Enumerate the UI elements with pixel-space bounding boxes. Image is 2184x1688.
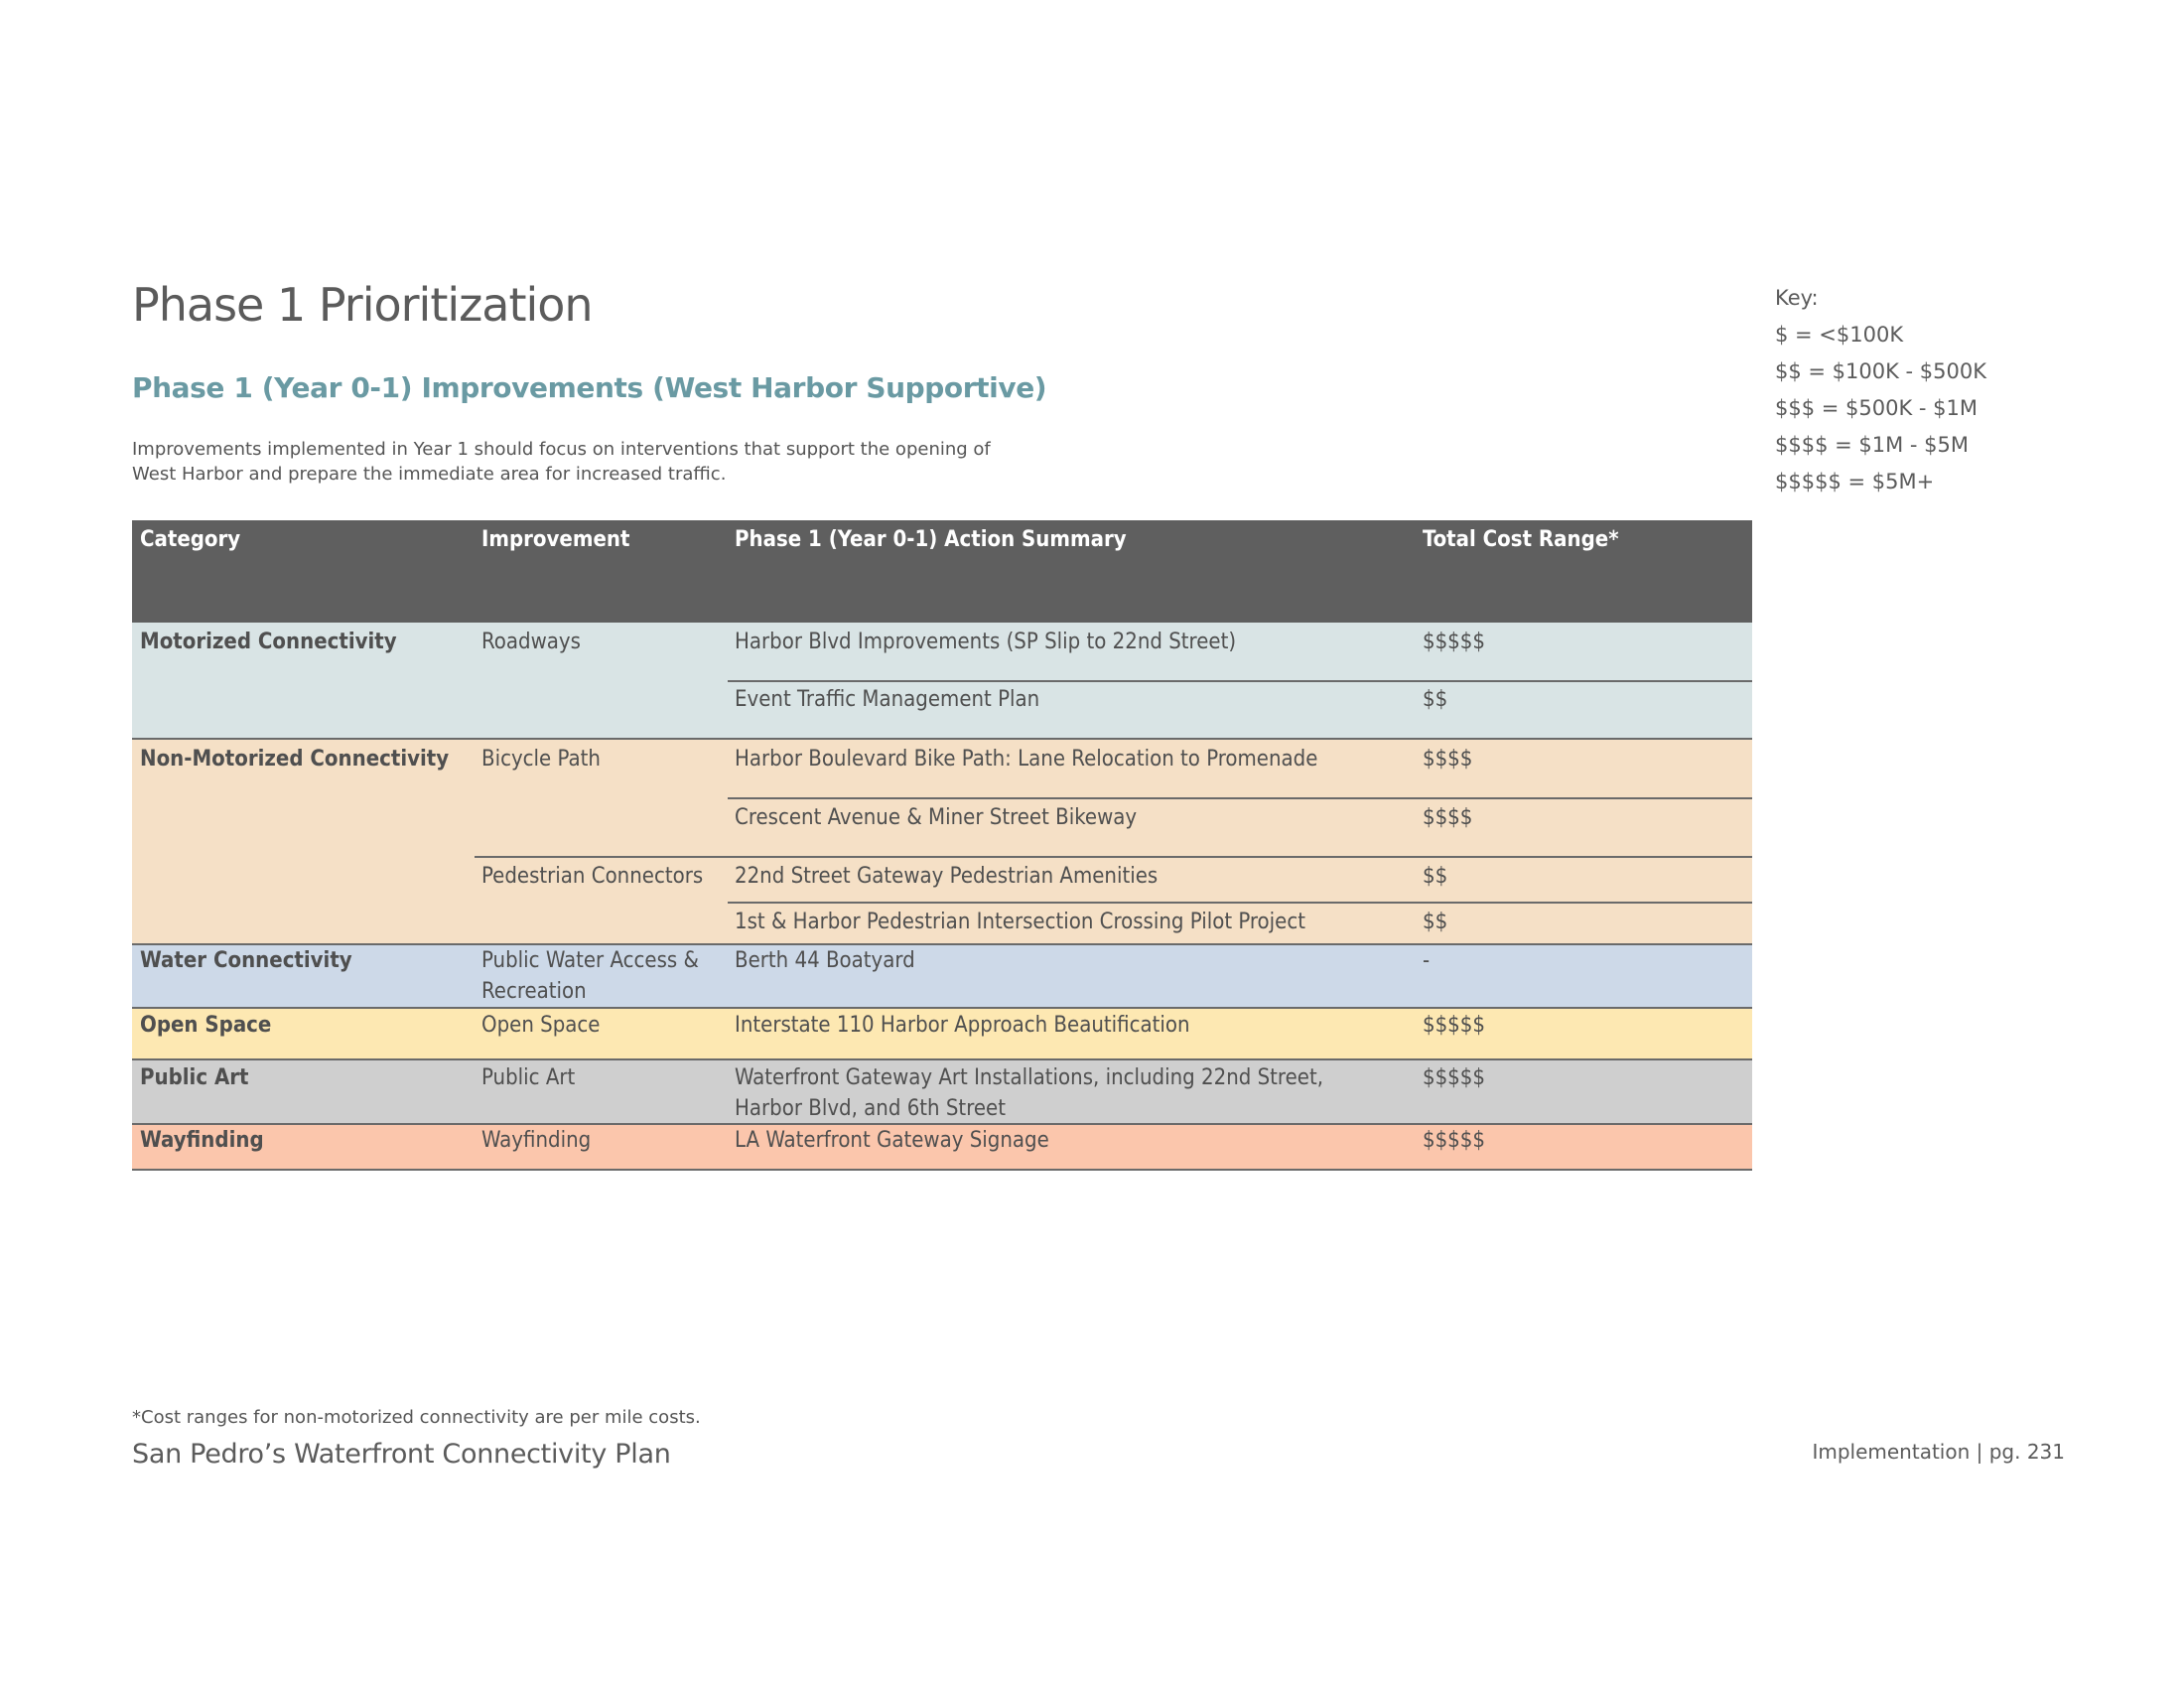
action-summary: Waterfront Gateway Art Installations, including 22nd Street, Harbor Blvd, and 6th Street xyxy=(735,1065,1323,1121)
group-motorized xyxy=(132,623,1752,739)
improvement-label: Public Water Access & Recreation xyxy=(481,948,699,1004)
improvement-label: Roadways xyxy=(481,630,581,654)
row-divider xyxy=(728,902,1752,904)
group-water xyxy=(132,945,1752,1008)
page-subtitle: Phase 1 (Year 0-1) Improvements (West Harbor Supportive) xyxy=(132,371,1047,404)
table-header-row xyxy=(132,520,1752,623)
intro-paragraph: Improvements implemented in Year 1 should focus on interventions that support the opening of West Harbor and prepare the immediate area for increased traffic. xyxy=(132,439,991,485)
cost-range: - xyxy=(1423,948,1431,973)
improvement-label: Bicycle Path xyxy=(481,747,601,772)
cost-range: $$$$$ xyxy=(1423,1065,1485,1090)
cost-range: $$$$ xyxy=(1423,747,1473,772)
footnote: *Cost ranges for non-motorized connectivity are per mile costs. xyxy=(132,1407,701,1428)
cost-range: $$ xyxy=(1423,910,1448,934)
group-public-art xyxy=(132,1060,1752,1124)
cost-key-label: Key: xyxy=(1775,286,1819,310)
header-category: Category xyxy=(140,527,241,552)
footer-page-label: Implementation | pg. 231 xyxy=(1812,1440,2065,1464)
cost-range: $$$$$ xyxy=(1423,1013,1485,1038)
action-summary: Berth 44 Boatyard xyxy=(735,948,915,973)
cost-key-item: $$$$$ = $5M+ xyxy=(1775,470,1935,493)
action-summary: LA Waterfront Gateway Signage xyxy=(735,1128,1049,1153)
row-divider xyxy=(475,856,1752,858)
action-summary: Harbor Blvd Improvements (SP Slip to 22nd Street) xyxy=(735,630,1237,654)
group-open-space xyxy=(132,1009,1752,1059)
category-label: Water Connectivity xyxy=(140,948,352,973)
cost-range: $$$$ xyxy=(1423,805,1473,830)
cost-range: $$$$$ xyxy=(1423,630,1485,654)
category-label: Motorized Connectivity xyxy=(140,630,397,654)
group-non-motorized xyxy=(132,740,1752,944)
group-divider xyxy=(132,1169,1752,1171)
improvement-label: Open Space xyxy=(481,1013,601,1038)
cost-key-item: $$$$ = $1M - $5M xyxy=(1775,433,1969,457)
improvement-label: Pedestrian Connectors xyxy=(481,864,704,889)
cost-key-item: $ = <$100K xyxy=(1775,323,1904,347)
header-action-summary: Phase 1 (Year 0-1) Action Summary xyxy=(735,527,1127,552)
group-wayfinding xyxy=(132,1125,1752,1169)
cost-range: $$ xyxy=(1423,864,1448,889)
action-summary: Crescent Avenue & Miner Street Bikeway xyxy=(735,805,1138,830)
row-divider xyxy=(728,680,1752,682)
row-divider xyxy=(728,797,1752,799)
action-summary: 1st & Harbor Pedestrian Intersection Crossing Pilot Project xyxy=(735,910,1305,934)
cost-range: $$ xyxy=(1423,687,1448,712)
cost-key xyxy=(1775,283,1986,503)
header-improvement: Improvement xyxy=(481,527,630,552)
category-label: Non-Motorized Connectivity xyxy=(140,747,450,772)
action-summary: Harbor Boulevard Bike Path: Lane Relocation to Promenade xyxy=(735,747,1318,772)
header-cost-range: Total Cost Range* xyxy=(1423,527,1619,552)
action-summary: Interstate 110 Harbor Approach Beautification xyxy=(735,1013,1190,1038)
category-label: Open Space xyxy=(140,1013,272,1038)
improvement-label: Wayfinding xyxy=(481,1128,592,1153)
cost-key-item: $$ = $100K - $500K xyxy=(1775,359,1987,383)
action-summary: 22nd Street Gateway Pedestrian Amenities xyxy=(735,864,1159,889)
cost-range: $$$$$ xyxy=(1423,1128,1485,1153)
improvement-label: Public Art xyxy=(481,1065,576,1090)
page-title: Phase 1 Prioritization xyxy=(132,278,593,332)
category-label: Wayfinding xyxy=(140,1128,264,1153)
footer-document-title: San Pedro’s Waterfront Connectivity Plan xyxy=(132,1439,671,1470)
cost-key-item: $$$ = $500K - $1M xyxy=(1775,396,1979,420)
category-label: Public Art xyxy=(140,1065,249,1090)
action-summary: Event Traffic Management Plan xyxy=(735,687,1040,712)
